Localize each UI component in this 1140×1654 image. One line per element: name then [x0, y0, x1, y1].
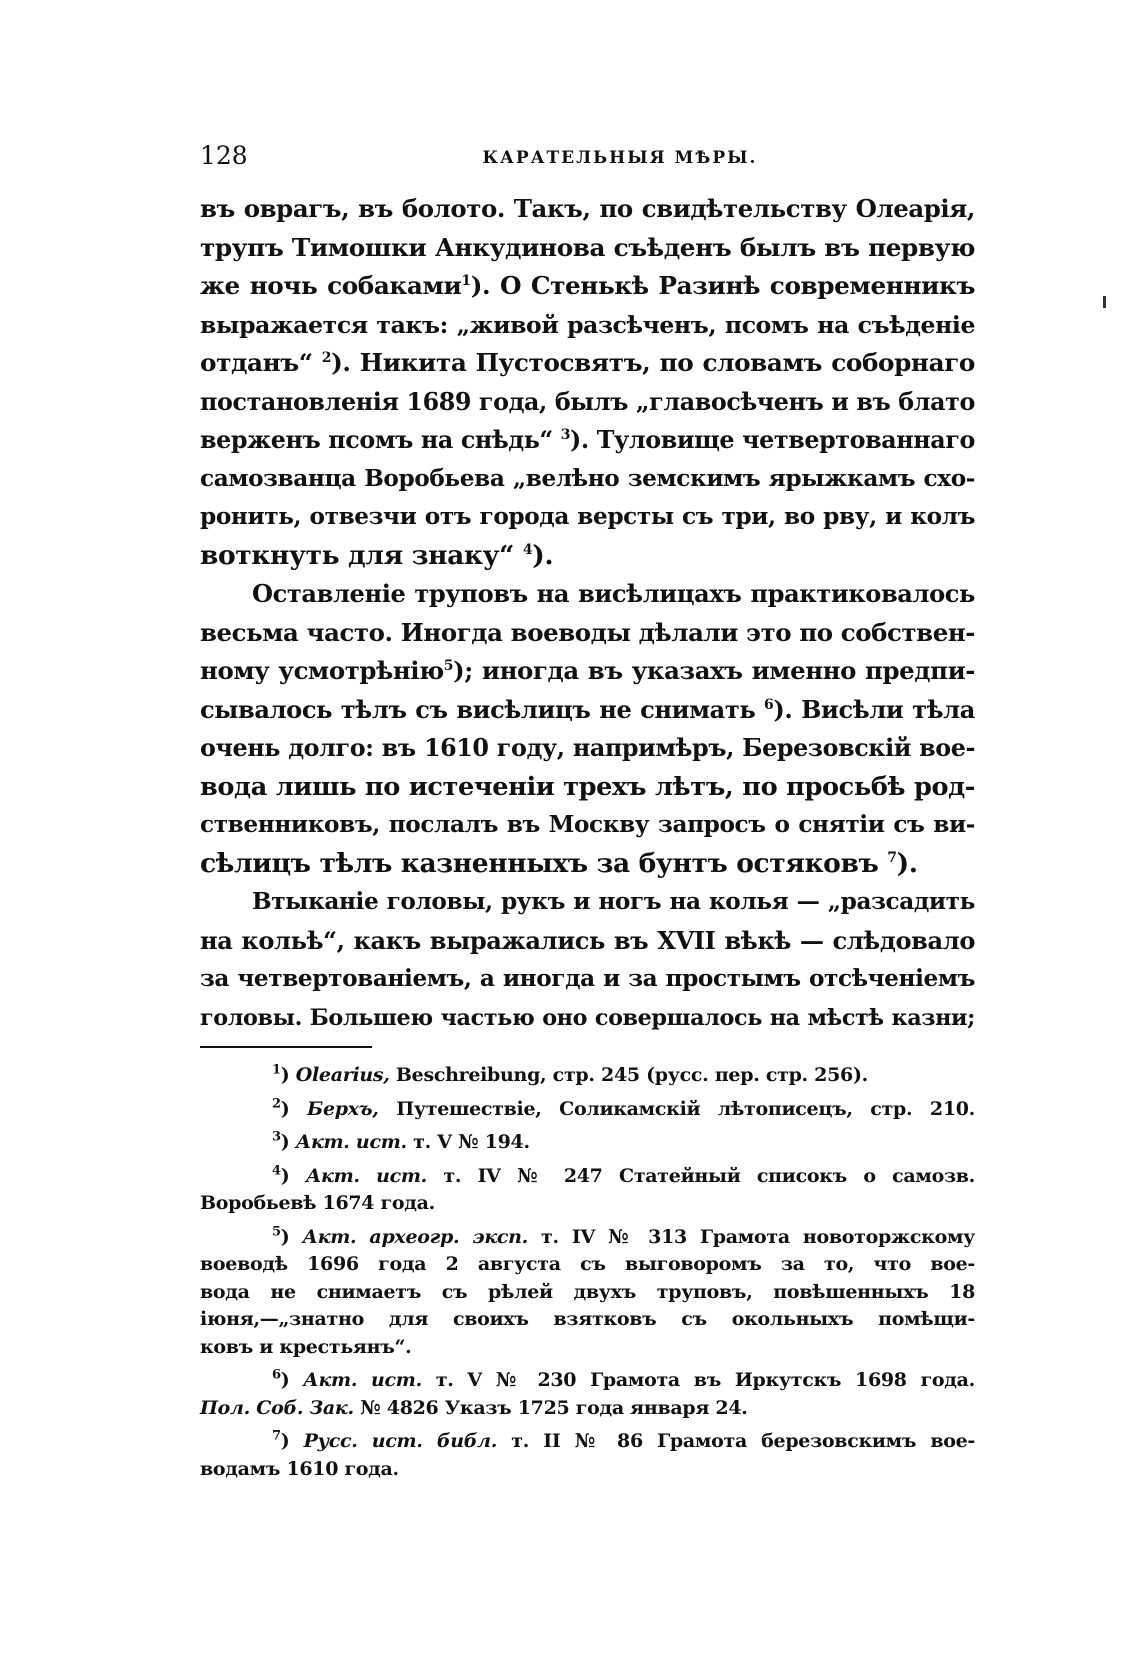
footnote-ref: 1 [461, 272, 471, 289]
footnote-ref: 7 [887, 849, 897, 866]
footnote-6-cont: Пол. Соб. Зак. № 4826 Указъ 1725 года января 24. [200, 1396, 748, 1419]
main-text [200, 190, 975, 1037]
text-line: отданъ“ $^2$). Никита Пустосвятъ, по словамъ соборнаго [200, 348, 975, 377]
footnote-1: $^1$) Olearius, Beschreibung, стр. 245 (русс. пер. стр. 256). [272, 1062, 868, 1086]
text-line: очень долго: въ 1610 году, напримѣръ, Березовскій вое- [200, 734, 975, 762]
page-header [200, 138, 980, 174]
footnote-5-cont: іюня,—„знатно для своихъ взятковъ съ окольныхъ помѣщи- [200, 1308, 975, 1330]
text-line: весьма часто. Иногда воеводы дѣлали это по собствен- [200, 617, 975, 647]
text-line: въ оврагъ, въ болото. Такъ, по свидѣтельству Олеарія, [200, 194, 975, 223]
text-line: Втыканіе головы, рукъ и ногъ на колья — „разсадить [252, 888, 975, 915]
text-line: на кольѣ“, какъ выражались въ XVII вѣкѣ — слѣдовало [200, 925, 975, 955]
text-line: же ночь собаками$^1$). О Стенькѣ Разинѣ современникъ [200, 271, 975, 300]
footnotes [200, 1062, 976, 1483]
footnote-2: $^2$) Берхъ, Путешествіе, Соликамскій лѣтописецъ, стр. 210. [272, 1096, 975, 1120]
running-title: КАРАТЕЛЬНЫЯ МѢРЫ. [482, 148, 758, 168]
footnote-ref: 5 [443, 657, 454, 674]
footnote-ref: 6 [764, 696, 774, 713]
footnote-4: $^4$) Акт. ист. т. IV № 247 Статейный списокъ о самозв. [272, 1163, 975, 1187]
text-line: вода лишь по истеченіи трехъ лѣтъ, по просьбѣ род- [200, 771, 975, 802]
footnote-6: $^6$) Акт. ист. т. V № 230 Грамота въ Иркутскъ 1698 года. [272, 1367, 975, 1391]
text-line: ственниковъ, послалъ въ Москву запросъ о снятіи съ ви- [200, 811, 975, 838]
page-number: 128 [200, 141, 248, 170]
text-line: головы. Большею частью оно совершалось на мѣстѣ казни; [200, 1004, 975, 1031]
footnote-7-cont: водамъ 1610 года. [200, 1457, 399, 1480]
text-line: воткнуть для знаку“ $^4$). [200, 539, 554, 571]
footnote-5-cont: ковъ и крестьянъ“. [200, 1335, 412, 1358]
text-line: за четвертованіемъ, а иногда и за простымъ отсѣченіемъ [200, 965, 975, 992]
text-line: ронить, отвезчи отъ города версты съ три, во рву, и колъ [200, 503, 975, 530]
footnote-4-cont: Воробьевѣ 1674 года. [200, 1192, 435, 1214]
footnote-7: $^7$) Русс. ист. библ. т. II № 86 Грамота березовскимъ вое- [272, 1428, 975, 1452]
text-line: самозванца Воробьева „велѣно земскимъ ярыжкамъ схо- [200, 464, 975, 492]
text-line: Оставленіе труповъ на висѣлицахъ практиковалось [252, 579, 975, 608]
footnote-3: $^3$) Акт. ист. т. V № 194. [272, 1129, 530, 1153]
footnote-5: $^5$) Акт. археогр. эксп. т. IV № 313 Грамота новоторжскому [272, 1224, 976, 1248]
text-line: сѣлицъ тѣлъ казненныхъ за бунтъ остяковъ $^7$). [200, 847, 918, 879]
text-line: постановленія 1689 года, былъ „главосѣченъ и въ блато [200, 387, 975, 416]
footnote-5-cont: воеводѣ 1696 года 2 августа съ выговоромъ за то, что вое- [200, 1253, 975, 1275]
scan-edge-mark [1103, 296, 1106, 308]
footnote-5-cont: вода не снимаетъ съ рѣлей двухъ труповъ, повѣшенныхъ 18 [200, 1280, 975, 1303]
footnote-divider [200, 1046, 372, 1048]
text-line: ному усмотрѣнію$^5$); иногда въ указахъ именно предпи- [200, 656, 975, 685]
text-line: трупъ Тимошки Анкудинова съѣденъ былъ въ первую [200, 232, 975, 262]
footnote-ref: 3 [560, 427, 571, 444]
text-line: сывалось тѣлъ съ висѣлицъ не снимать $^6$). Висѣли тѣла [200, 694, 975, 724]
text-line: верженъ псомъ на снѣдь“ $^3$). Туловище четвертованнаго [200, 426, 975, 454]
text-line: выражается такъ: „живой разсѣченъ, псомъ на съѣденіе [200, 310, 975, 339]
footnote-ref: 4 [522, 541, 533, 558]
footnote-ref: 2 [321, 349, 332, 366]
